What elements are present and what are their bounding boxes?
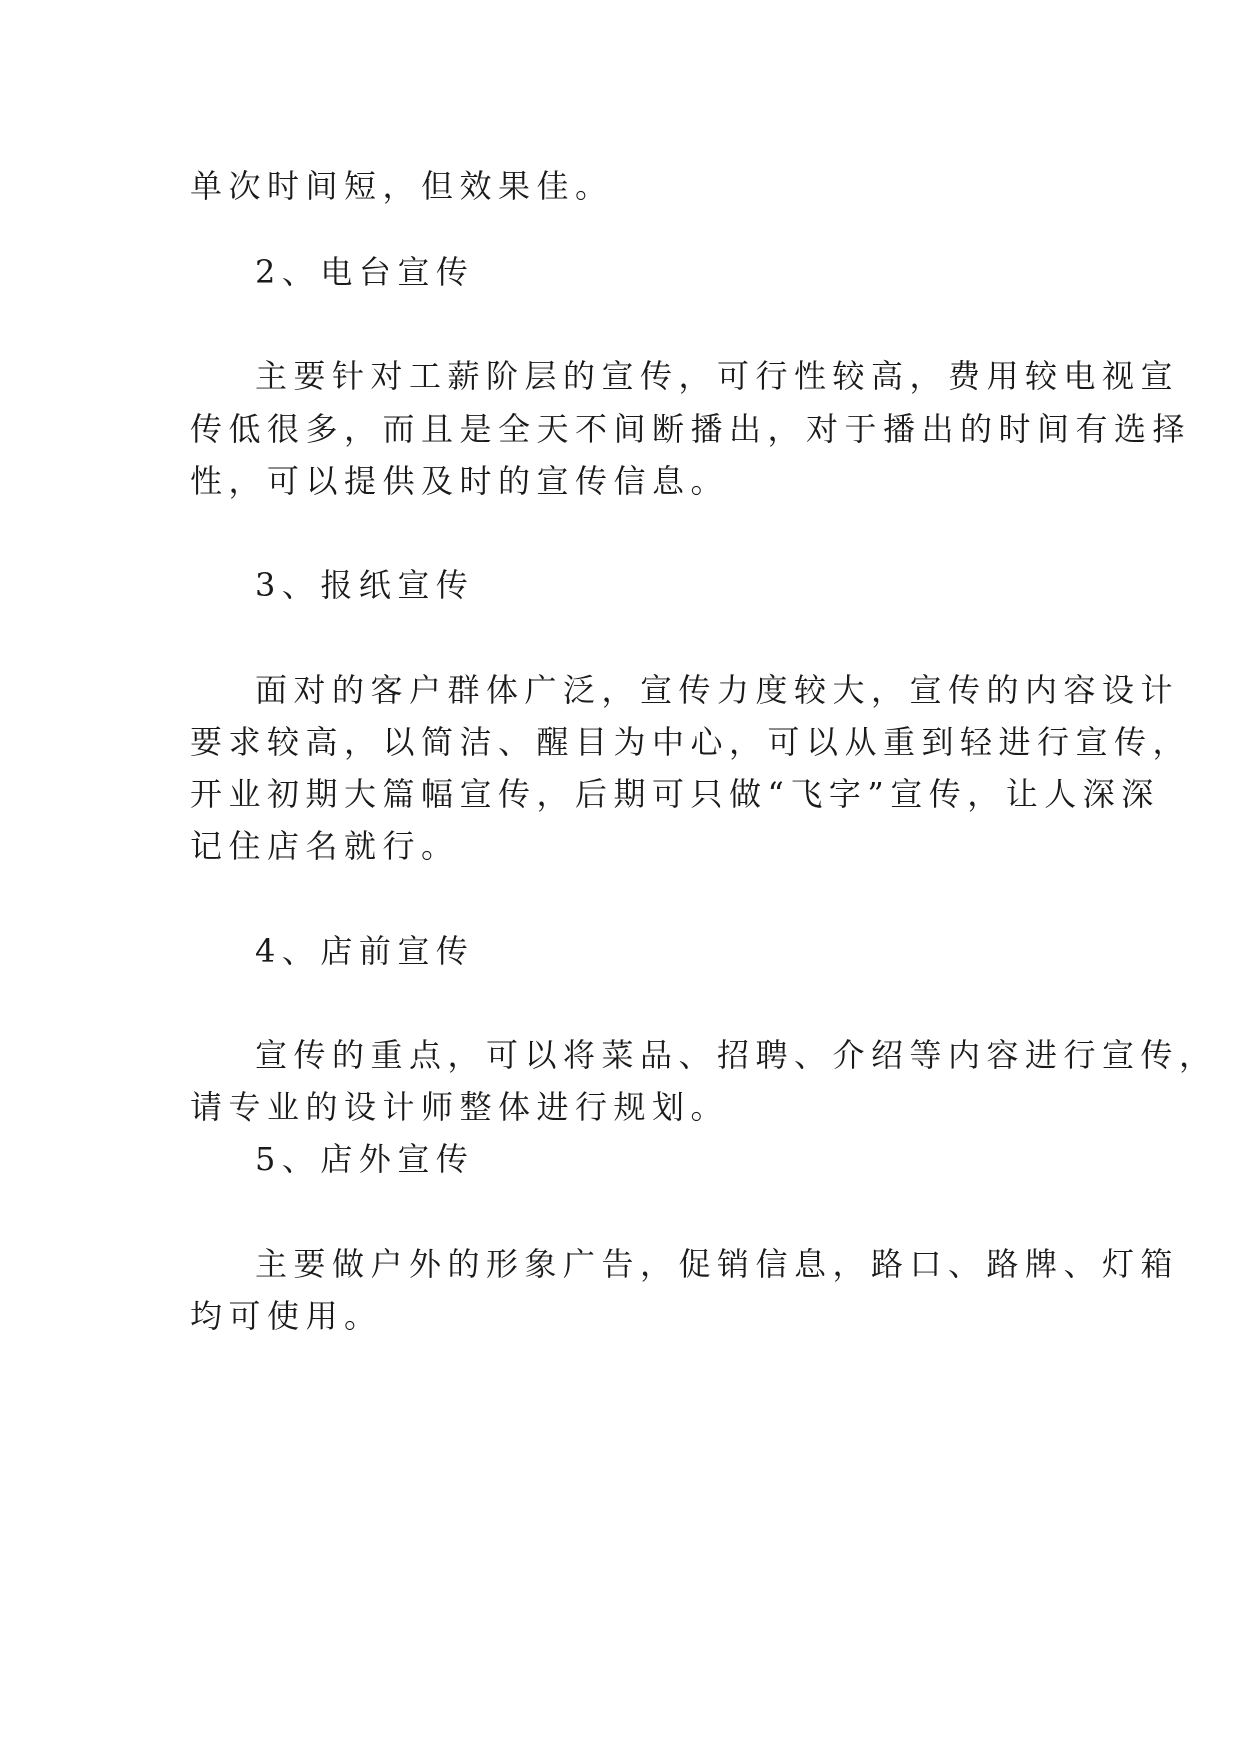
body-text-line: 面对的客户群体广泛，宣传力度较大，宣传的内容设计 xyxy=(255,671,1180,709)
section-heading: 5、店外宣传 xyxy=(255,1140,475,1178)
body-text-line: 请专业的设计师整体进行规划。 xyxy=(190,1088,730,1126)
body-text-line: 传低很多，而且是全天不间断播出，对于播出的时间有选择 xyxy=(190,410,1192,448)
section-heading: 3、报纸宣传 xyxy=(255,566,475,604)
section-heading: 4、店前宣传 xyxy=(255,932,475,970)
body-text-line: 主要做户外的形象广告，促销信息，路口、路牌、灯箱 xyxy=(255,1245,1180,1283)
body-text-line: 要求较高，以简洁、醒目为中心，可以从重到轻进行宣传， xyxy=(190,723,1192,761)
body-text-line: 主要针对工薪阶层的宣传，可行性较高，费用较电视宣 xyxy=(255,357,1180,395)
body-text-line: 性，可以提供及时的宣传信息。 xyxy=(190,462,730,500)
section-heading: 2、电台宣传 xyxy=(255,253,475,291)
body-text-line: 开业初期大篇幅宣传，后期可只做“飞字”宣传，让人深深 xyxy=(190,775,1160,813)
body-text-line: 均可使用。 xyxy=(190,1297,383,1335)
body-text-line: 记住店名就行。 xyxy=(190,827,460,865)
body-text-line: 宣传的重点，可以将菜品、招聘、介绍等内容进行宣传， xyxy=(255,1036,1218,1074)
body-text-line: 单次时间短，但效果佳。 xyxy=(190,167,614,205)
